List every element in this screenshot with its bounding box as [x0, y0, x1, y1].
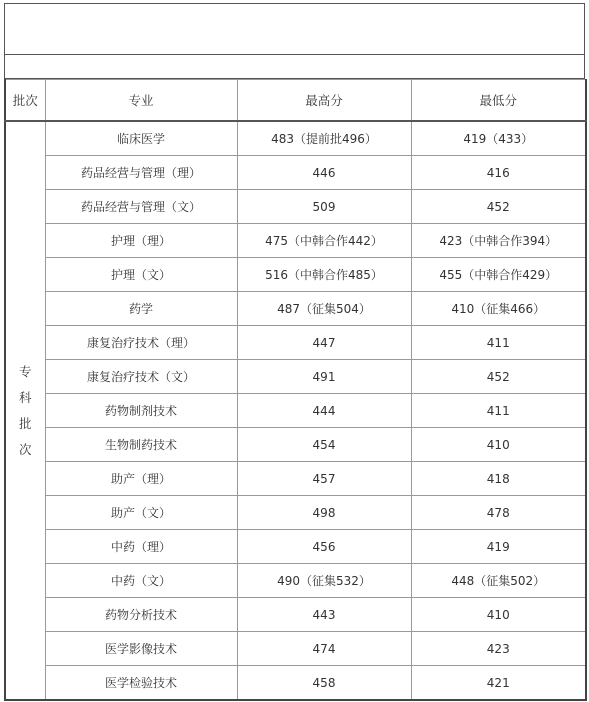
min-score-cell: 416 — [411, 156, 586, 190]
table-row — [5, 530, 586, 564]
max-score-cell: 457 — [237, 462, 411, 496]
max-score-cell: 447 — [237, 326, 411, 360]
min-score-cell: 448（征集502） — [411, 564, 586, 598]
table-header-row — [5, 80, 586, 122]
score-document — [4, 3, 585, 701]
table-row — [5, 326, 586, 360]
header-batch: 批次 — [5, 80, 45, 122]
max-score-cell: 490（征集532） — [237, 564, 411, 598]
major-cell: 医学检验技术 — [45, 666, 237, 701]
table-row — [5, 564, 586, 598]
table-row — [5, 121, 586, 156]
table-row — [5, 190, 586, 224]
major-cell: 中药（文） — [45, 564, 237, 598]
major-cell: 康复治疗技术（文） — [45, 360, 237, 394]
batch-char: 专 — [18, 363, 32, 379]
header-min-score: 最低分 — [411, 80, 586, 122]
subtitle-box — [4, 55, 585, 79]
max-score-cell: 444 — [237, 394, 411, 428]
max-score-cell: 491 — [237, 360, 411, 394]
min-score-cell: 410（征集466） — [411, 292, 586, 326]
header-major: 专业 — [45, 80, 237, 122]
max-score-cell: 474 — [237, 632, 411, 666]
min-score-cell: 411 — [411, 326, 586, 360]
table-row — [5, 156, 586, 190]
max-score-cell: 516（中韩合作485） — [237, 258, 411, 292]
table-row — [5, 496, 586, 530]
title-box — [4, 3, 585, 55]
major-cell: 药品经营与管理（理） — [45, 156, 237, 190]
max-score-cell: 487（征集504） — [237, 292, 411, 326]
major-cell: 中药（理） — [45, 530, 237, 564]
min-score-cell: 478 — [411, 496, 586, 530]
major-cell: 助产（理） — [45, 462, 237, 496]
min-score-cell: 423（中韩合作394） — [411, 224, 586, 258]
max-score-cell: 509 — [237, 190, 411, 224]
max-score-cell: 483（提前批496） — [237, 121, 411, 156]
min-score-cell: 410 — [411, 428, 586, 462]
max-score-cell: 498 — [237, 496, 411, 530]
major-cell: 药物制剂技术 — [45, 394, 237, 428]
table-row — [5, 224, 586, 258]
score-table-body — [5, 80, 586, 701]
min-score-cell: 421 — [411, 666, 586, 701]
major-cell: 药学 — [45, 292, 237, 326]
table-row — [5, 258, 586, 292]
max-score-cell: 458 — [237, 666, 411, 701]
max-score-cell: 446 — [237, 156, 411, 190]
batch-char: 次 — [18, 441, 32, 457]
table-row — [5, 292, 586, 326]
batch-cell — [5, 121, 45, 700]
min-score-cell: 419（433） — [411, 121, 586, 156]
major-cell: 护理（文） — [45, 258, 237, 292]
table-row — [5, 462, 586, 496]
major-cell: 临床医学 — [45, 121, 237, 156]
min-score-cell: 455（中韩合作429） — [411, 258, 586, 292]
min-score-cell: 419 — [411, 530, 586, 564]
major-cell: 药品经营与管理（文） — [45, 190, 237, 224]
major-cell: 康复治疗技术（理） — [45, 326, 237, 360]
table-row — [5, 394, 586, 428]
max-score-cell: 475（中韩合作442） — [237, 224, 411, 258]
min-score-cell: 452 — [411, 190, 586, 224]
major-cell: 护理（理） — [45, 224, 237, 258]
major-cell: 生物制药技术 — [45, 428, 237, 462]
min-score-cell: 418 — [411, 462, 586, 496]
min-score-cell: 410 — [411, 598, 586, 632]
table-row — [5, 428, 586, 462]
max-score-cell: 454 — [237, 428, 411, 462]
major-cell: 医学影像技术 — [45, 632, 237, 666]
table-row — [5, 598, 586, 632]
min-score-cell: 411 — [411, 394, 586, 428]
batch-char: 科 — [18, 389, 32, 405]
score-table — [4, 79, 587, 701]
max-score-cell: 456 — [237, 530, 411, 564]
table-row — [5, 632, 586, 666]
major-cell: 助产（文） — [45, 496, 237, 530]
min-score-cell: 423 — [411, 632, 586, 666]
table-row — [5, 666, 586, 701]
header-max-score: 最高分 — [237, 80, 411, 122]
table-row — [5, 360, 586, 394]
min-score-cell: 452 — [411, 360, 586, 394]
major-cell: 药物分析技术 — [45, 598, 237, 632]
max-score-cell: 443 — [237, 598, 411, 632]
batch-char: 批 — [18, 415, 32, 431]
